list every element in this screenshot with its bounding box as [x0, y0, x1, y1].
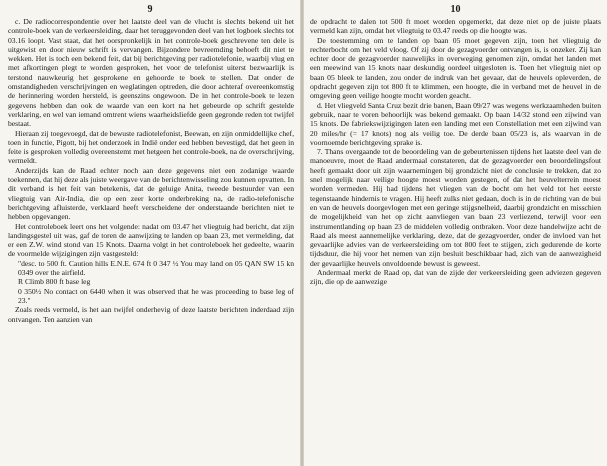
paragraph: Hieraan zij toegevoegd, dat de bewuste radiotelefonist, Beewan, en zijn onmiddellijke chef, toen in functie, Pigott, bij het onderzoek in Indië onder eed hebben bevestigd, dat het geen in feite is gesproken volledig overeenstemt met hetgeen het controle-boek, na de overschrijving, vermeldt. [8, 128, 294, 166]
paragraph: Andermaal merkt de Raad op, dat van de zijde der verkeersleiding geen adviezen gegeven zijn, die op de aanwezige [310, 268, 601, 287]
page-number: 10 [450, 4, 461, 15]
quoted-log-entry: 0 350½ No contact on 6440 when it was observed that he was proceeding to base leg of 23." [18, 286, 294, 305]
paragraph: d. Het vliegveld Santa Cruz bezit drie banen, Baan 09/27 was wegens werkzaamheden buiten gebruik, naar te voren behoorlijk was bekend gemaakt. Op baan 14/32 stond een zijwind van 15 knots. De fabriekswijzigingen laten een landing met een Constellation met een zijwind van 20 miles/hr (= 17 knots) nog als veilig toe. De derde baan 05/23 is, als waarvan in de voornoemde berichtgeving sprake is. [310, 100, 601, 147]
quoted-log-entry: "desc. to 500 ft. Caution hills E.N.E. 674 ft 0 347 ½ You may land on 05 QAN SW 15 kn 0349 over the airfield. [18, 258, 294, 278]
page-body [304, 17, 607, 287]
page-body [0, 17, 300, 324]
paragraph: Het controleboek leert ons het volgende: nadat om 03.47 het vliegtuig had bericht, dat zijn landingsgestel uit was, gaf de toren de aanwijzing te landen op baan 23, met vermelding, dat er een Z.W. wind stond van 15 Knots. Daarna volgt in het controleboek het gedeelte, waarin de voormelde wijzigingen zijn vastgesteld: [8, 221, 294, 259]
paragraph: c. De radiocorrespondentie over het laatste deel van de vlucht is slechts bekend uit het controle-boek van de verkeersleiding, daar het teruggevonden deel van het logboek slechts tot 03.16 loopt. Vast staat, dat het oorspronkelijk in het controle-boek geschrevene ten dele is uitgewist en door nieuw schrift is vervangen. Bijzondere bevreemding behoeft dit niet te wekken. Het is toch een bekend feit, dat bij berichtgeving per radiotelefonie, waarbij vlug en met afkortingen plegt te worden gesproken, het voor de telefonist uiterst bezwaarlijk is terstond nauwkeurig het gesprokene en gehoorde te boek te stellen. Dat onder de omstandigheden verschrijvingen en weglatingen optreden, die door achteraf overeenkomstig de herinnering worden hersteld, is geenszins ongewoon. De in het controle-boek te lezen gegevens hebben dan ook de waarde van een kort na het gebeurde op schrift gestelde verklaring, en wel van iemand omtrent wiens waarheidsliefde geen gegronde reden tot twijfel bestaat. [8, 17, 294, 129]
quoted-log-entry: R Climb 800 ft base leg [18, 277, 91, 287]
paragraph: de opdracht te dalen tot 500 ft moet worden opgemerkt, dat deze niet op de juiste plaats vermeld kan zijn, omdat het vliegtuig te 03.47 reeds op die hoogte was. [310, 17, 601, 36]
paragraph: 7. Thans overgaande tot de beoordeling van de gebeurtenissen tijdens het laatste deel van de manoeuvre, moet de Raad andermaal constateren, dat de gezagvoerder een beoordelingsfout heeft gemaakt door uit zijn waarnemingen bij grondzicht niet de conclusie te trekken, dat zo snel mogelijk naar veilige hoogte moest worden gestegen, of dat het heuvelterrein moest worden vermeden. Hij had tijdens het vliegen van de bocht om het veld tot het eerste tegenstaande hindernis te vragen. Hij heeft zulks niet gedaan, doch is in de richting van de bui en van de heuvels doorgevlogen met een geringe stijgsnelheid, daarbij grondzicht en misschien de mogelijkheid van het op zicht aanvliegen van baan 23 verliezend, terwijl voor een instrumentlanding op baan 23 de middelen volledig ontbraken. Voor deze handelwijze acht de Raad als meest aannemelijke verklaring, deze, dat de gezagvoerder, onder de invloed van het gevaarlijke advies van de verkeersleiding om tot 800 feet te stijgen, zich gedurende de korte tijdsduur, die hij voor het nemen van zijn besluit beschikbaar had, zich van de aanwezigheid der gevaarlijke heuvels onvoldoende bewust is geweest. [310, 147, 601, 268]
paragraph: Anderzijds kan de Raad echter noch aan deze gegevens niet een zodanige waarde toekennen, dat hij deze als juiste weergave van de berichtenwisseling zou kunnen opvatten. In dit verband is het feit van betekenis, dat de geluige Anita, tweede bestuurder van een vliegtuig van Air-India, die op een zeer korte onderbreking na, de radio-telefonische berichtgeving afluisterde, verklaard heeft verscheidene der onderstaande berichten niet te hebben opgevangen. [8, 165, 294, 222]
left-page [0, 0, 300, 466]
paragraph: De toestemming om te landen op baan 05 moet gegeven zijn, toen het vliegtuig de rechterbocht om het veld vloog. Of zij door de gezagvoerder ontvangen is, is onzeker. Zij kan echter door de gezagvoerder nauwelijks in overweging genomen zijn, omdat het landen met een meewind van 15 knots naar deskundig oordeel uitgesloten is. Toen het vliegtuig niet op baan 05 bleek te landen, zou onder de indruk van het gevaar, dat de heuvels opleverden, de opdracht gegeven zijn tot 800 ft te klimmen, een hoogte, die in verband met de heuvel in de omgeving geen veilige hoogte mocht worden geacht. [310, 35, 601, 101]
paragraph: Zoals reeds vermeld, is het aan twijfel onderhevig of deze laatste berichten inderdaad zijn ontvangen. Ten aanzien van [8, 305, 294, 324]
right-page [304, 0, 607, 466]
page-number: 9 [147, 4, 153, 15]
